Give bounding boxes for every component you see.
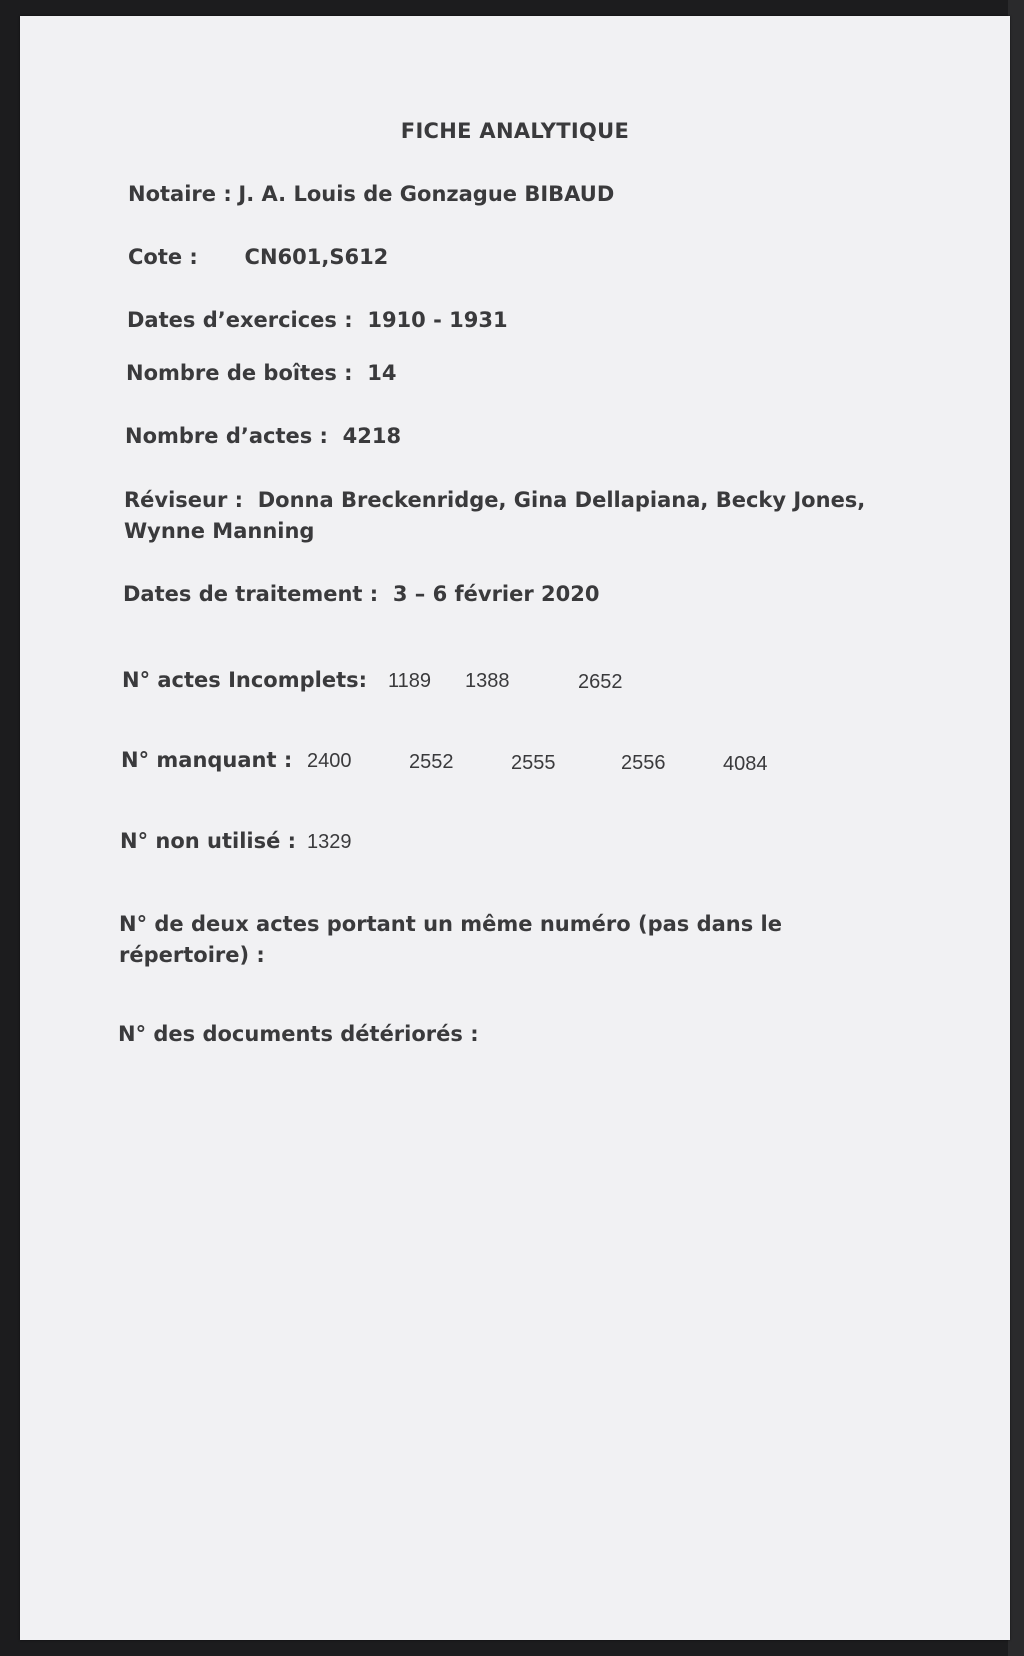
actes-incomplets-row: [122, 665, 822, 697]
deteriores-label: N° des documents détériorés :: [118, 1022, 479, 1046]
nombre-boites-row: [126, 358, 396, 388]
reviseur-value-line2: Wynne Manning: [124, 519, 315, 543]
cote-value: CN601,S612: [244, 245, 389, 269]
reviseur-label: Réviseur :: [124, 488, 244, 512]
actes-incomplets-value: 1388: [465, 670, 510, 692]
nombre-boites-value: 14: [367, 361, 397, 385]
dates-exercices-value: 1910 - 1931: [367, 308, 508, 332]
reviseur-row-continued: [124, 516, 314, 546]
dates-traitement-label: Dates de traitement :: [123, 582, 379, 606]
reviseur-value-line1: Donna Breckenridge, Gina Dellapiana, Becky Jones,: [257, 488, 866, 512]
deux-actes-label-line2: répertoire) :: [119, 943, 265, 967]
actes-incomplets-value: 2652: [578, 671, 623, 693]
nombre-boites-label: Nombre de boîtes :: [126, 361, 353, 385]
non-utilise-label: N° non utilisé :: [120, 829, 297, 853]
cote-label: Cote :: [128, 245, 198, 269]
dates-exercices-label: Dates d’exercices :: [127, 308, 353, 332]
cote-row: [128, 242, 388, 272]
deux-actes-row: [119, 909, 782, 939]
notaire-value: J. A. Louis de Gonzague BIBAUD: [238, 182, 615, 206]
manquant-value: 4084: [723, 753, 768, 775]
notaire-label: Notaire :: [128, 182, 232, 206]
nombre-actes-value: 4218: [342, 424, 402, 448]
deux-actes-label-line1: N° de deux actes portant un même numéro (pas dans le: [119, 912, 782, 936]
manquant-value: 2556: [621, 752, 666, 774]
notaire-row: [128, 179, 614, 209]
manquant-value: 2555: [511, 752, 556, 774]
dates-exercices-row: [127, 305, 508, 335]
manquant-label: N° manquant :: [121, 748, 293, 772]
deteriores-row: [118, 1019, 479, 1049]
manquant-value: 2400: [307, 750, 352, 772]
non-utilise-row: [120, 826, 520, 858]
deux-actes-row-continued: [119, 940, 265, 970]
page-title: FICHE ANALYTIQUE: [400, 119, 630, 143]
actes-incomplets-label: N° actes Incomplets:: [122, 668, 368, 692]
nombre-actes-row: [125, 421, 401, 451]
reviseur-row: [124, 485, 865, 515]
background-edge: [1008, 0, 1024, 1656]
document-page: [20, 16, 1010, 1640]
non-utilise-value: 1329: [307, 831, 352, 853]
manquant-row: [121, 745, 921, 777]
dates-traitement-value: 3 – 6 février 2020: [392, 582, 600, 606]
dates-traitement-row: [123, 579, 599, 609]
nombre-actes-label: Nombre d’actes :: [125, 424, 328, 448]
actes-incomplets-value: 1189: [388, 670, 432, 692]
manquant-value: 2552: [409, 751, 454, 773]
